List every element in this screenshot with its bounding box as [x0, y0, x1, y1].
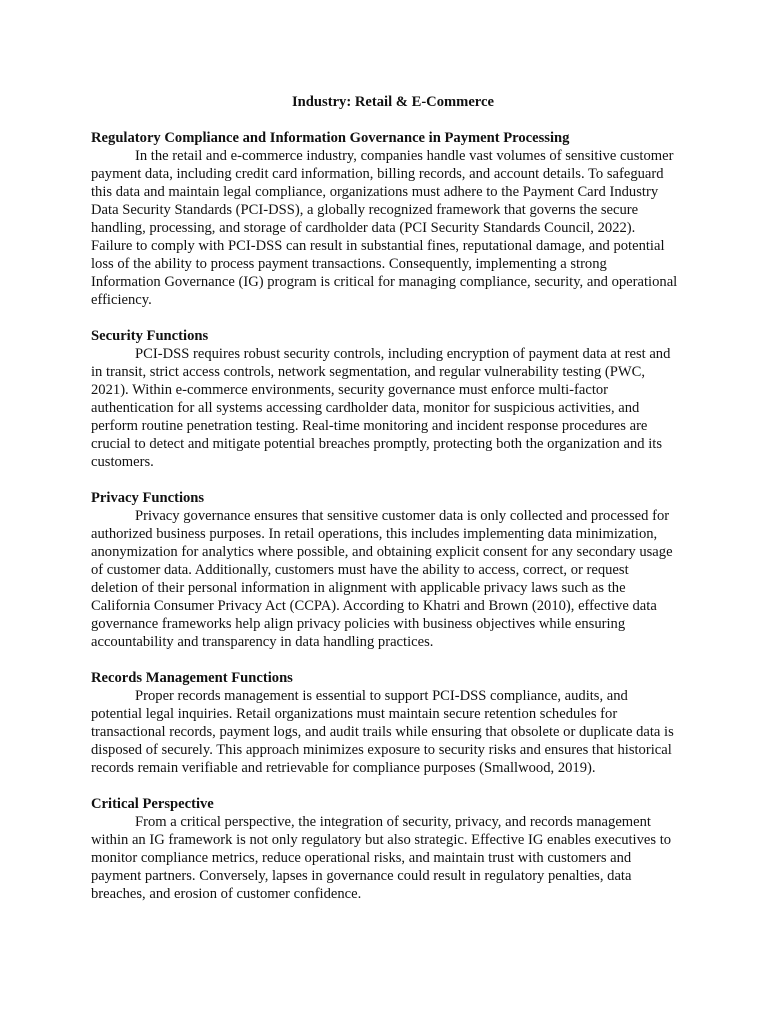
section-paragraph: PCI-DSS requires robust security controls, including encryption of payment data at rest and in transit, strict access controls, network segmentation, and regular vulnerability testing (PWC, 2021). Within e-commerce environments, security governance must enforce multi-factor authentication for all systems accessing cardholder data, monitor for suspicious activities, and perform routine penetration testing. Real-time monitoring and incident response procedures are crucial to detect and mitigate potential breaches promptly, protecting both the organization and its customers.: [91, 346, 671, 470]
section-heading: Privacy Functions: [91, 490, 205, 506]
section-security-functions: [91, 327, 679, 471]
section-paragraph: In the retail and e-commerce industry, companies handle vast volumes of sensitive customer payment data, including credit card information, billing records, and account details. To safeguard this data and maintain legal compliance, organizations must adhere to the Payment Card Industry Data Security Standards (PCI-DSS), a globally recognized framework that governs the secure handling, processing, and storage of cardholder data (PCI Security Standards Council, 2022). Failure to comply with PCI-DSS can result in substantial fines, reputational damage, and potential loss of the ability to process payment transactions. Consequently, implementing a strong Information Governance (IG) program is critical for managing compliance, security, and operational efficiency.: [91, 148, 678, 308]
section-paragraph: Proper records management is essential to support PCI-DSS compliance, audits, and potential legal inquiries. Retail organizations must maintain secure retention schedules for transactional records, payment logs, and audit trails while ensuring that obsolete or duplicate data is disposed of securely. This approach minimizes exposure to security risks and ensures that historical records remain verifiable and retrievable for compliance purposes (Smallwood, 2019).: [91, 688, 674, 776]
section-heading: Records Management Functions: [91, 670, 293, 686]
document-page: [91, 93, 679, 903]
section-privacy-functions: [91, 489, 679, 651]
section-records-management: [91, 669, 679, 777]
section-heading: Security Functions: [91, 328, 209, 344]
section-paragraph: Privacy governance ensures that sensitive customer data is only collected and processed for authorized business purposes. In retail operations, this includes implementing data minimization, anonymization for analytics where possible, and obtaining explicit consent for any secondary usage of customer data. Additionally, customers must have the ability to access, correct, or request deletion of their personal information in alignment with applicable privacy laws such as the California Consumer Privacy Act (CCPA). According to Khatri and Brown (2010), effective data governance frameworks help align privacy policies with business objectives while ensuring accountability and transparency in data handling practices.: [91, 508, 673, 650]
document-title: Industry: Retail & E-Commerce: [292, 94, 494, 110]
section-heading: Regulatory Compliance and Information Governance in Payment Processing: [91, 130, 570, 146]
section-regulatory-compliance: [91, 129, 679, 309]
section-paragraph: From a critical perspective, the integration of security, privacy, and records management within an IG framework is not only regulatory but also strategic. Effective IG enables executives to monitor compliance metrics, reduce operational risks, and maintain trust with customers and payment partners. Conversely, lapses in governance could result in regulatory penalties, data breaches, and erosion of customer confidence.: [91, 814, 672, 902]
section-critical-perspective: [91, 795, 679, 903]
section-heading: Critical Perspective: [91, 796, 214, 812]
